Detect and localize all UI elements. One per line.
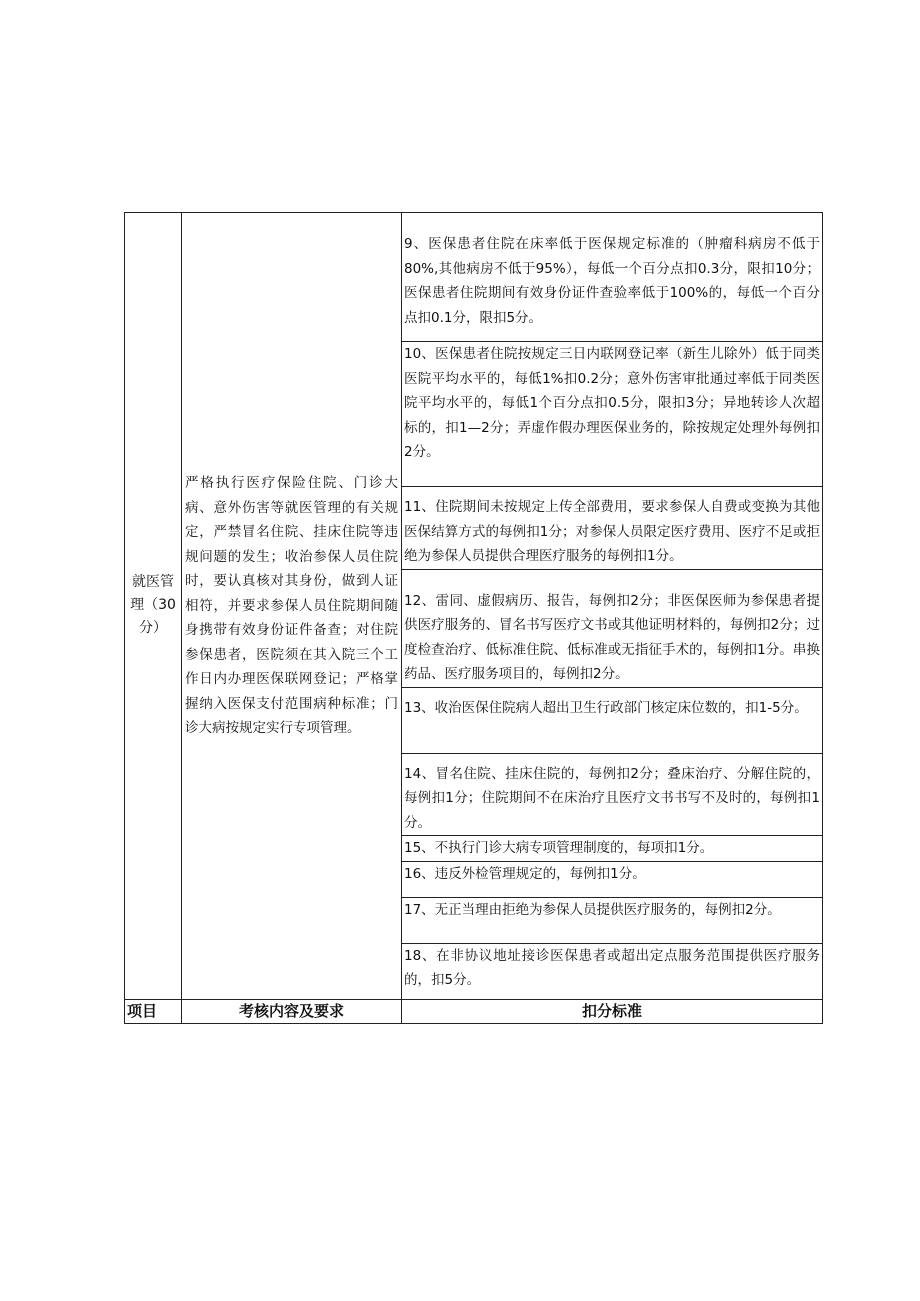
header-criteria: 扣分标准	[402, 999, 823, 1023]
table-row	[125, 213, 823, 342]
criteria-cell-12: 12、雷同、虚假病历、报告，每例扣2分；非医保医师为参保患者提供医疗服务的、冒名书写医疗文书或其他证明材料的，每例扣2分；过度检查治疗、低标准住院、低标准或无指征手术的，每例扣1分。串换药品、医疗服务项目的，每例扣2分。	[402, 569, 823, 687]
header-project: 项目	[125, 999, 182, 1023]
criteria-cell-11: 11、住院期间未按规定上传全部费用，要求参保人自费或变换为其他医保结算方式的每例扣1分；对参保人员限定医疗费用、医疗不足或拒绝为参保人员提供合理医疗服务的每例扣1分。	[402, 487, 823, 570]
criteria-cell-9: 9、医保患者住院在床率低于医保规定标准的（肿瘤科病房不低于80%,其他病房不低于95%），每低一个百分点扣0.3分，限扣10分；医保患者住院期间有效身份证件查验率低于100%的，每低一个百分点扣0.1分，限扣5分。	[402, 213, 823, 342]
criteria-cell-15: 15、不执行门诊大病专项管理制度的，每项扣1分。	[402, 836, 823, 862]
criteria-cell-18: 18、在非协议地址接诊医保患者或超出定点服务范围提供医疗服务的，扣5分。	[402, 943, 823, 999]
criteria-cell-10: 10、医保患者住院按规定三日内联网登记率（新生儿除外）低于同类医院平均水平的，每低1%扣0.2分；意外伤害审批通过率低于同类医院平均水平的，每低1个百分点扣0.5分，限扣3分；异地转诊人次超标的，扣1—2分；弄虚作假办理医保业务的，除按规定处理外每例扣2分。	[402, 342, 823, 487]
requirement-cell: 严格执行医疗保险住院、门诊大病、意外伤害等就医管理的有关规定，严禁冒名住院、挂床住院等违规问题的发生；收治参保人员住院时，要认真核对其身份，做到人证相符，并要求参保人员住院期间随身携带有效身份证件备查；对住院参保患者，医院须在其入院三个工作日内办理医保联网登记；严格掌握纳入医保支付范围病种标准；门诊大病按规定实行专项管理。	[182, 213, 402, 1000]
header-requirement: 考核内容及要求	[182, 999, 402, 1023]
project-cell: 就医管理（30分）	[125, 213, 182, 1000]
criteria-cell-13: 13、收治医保住院病人超出卫生行政部门核定床位数的，扣1-5分。	[402, 687, 823, 753]
criteria-cell-17: 17、无正当理由拒绝为参保人员提供医疗服务的，每例扣2分。	[402, 897, 823, 943]
assessment-table	[124, 212, 823, 1024]
table-header-row	[125, 999, 823, 1023]
criteria-cell-14: 14、冒名住院、挂床住院的，每例扣2分；叠床治疗、分解住院的，每例扣1分；住院期间不在床治疗且医疗文书书写不及时的，每例扣1分。	[402, 753, 823, 836]
criteria-cell-16: 16、违反外检管理规定的，每例扣1分。	[402, 861, 823, 897]
